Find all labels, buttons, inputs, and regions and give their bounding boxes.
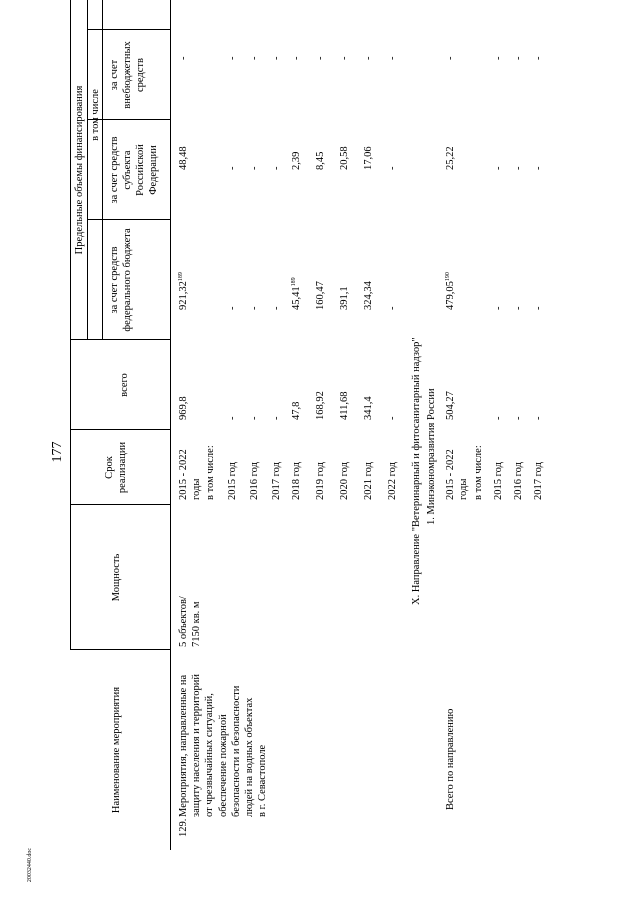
limits-header-line	[87, 0, 88, 340]
column-separator-capacity	[70, 504, 170, 505]
row-period: 2020 год	[339, 462, 350, 500]
row-federal: -	[387, 306, 398, 310]
row-period: 2019 год	[315, 462, 326, 500]
row-federal: 324,34	[363, 281, 374, 310]
row-total: 969,8	[178, 396, 189, 420]
header-federal: за счет средств федерального бюджета	[109, 228, 133, 332]
table-top-border	[70, 0, 71, 650]
row-total: 411,68	[339, 391, 350, 420]
row-subject: -	[513, 166, 524, 170]
row-total: -	[387, 416, 398, 420]
row-extra: -	[387, 56, 398, 60]
footnote-marker: 189	[178, 272, 184, 282]
row-period: 2015 - 2022	[445, 449, 456, 500]
header-bottom-border	[170, 0, 171, 850]
item-name-line: безопасности и безопасности	[230, 685, 242, 817]
total-direction-label: Всего по направлению	[445, 708, 456, 810]
row-federal: 391,1	[339, 286, 350, 310]
row-period: 2015 - 2022	[178, 449, 189, 500]
row-total: 47,8	[291, 401, 302, 420]
row-subject: 2,39	[291, 151, 302, 170]
header-limits: Предельные объемы финансирования	[74, 85, 85, 255]
row-subject: -	[271, 166, 282, 170]
item-name-line: от чрезвычайных ситуаций,	[204, 693, 216, 817]
footnote-marker: 190	[445, 272, 451, 282]
column-separator-federal	[87, 219, 170, 220]
row-period: 2015 год	[493, 462, 504, 500]
row-period: в том числе:	[473, 445, 484, 500]
row-extra: -	[533, 56, 544, 60]
row-subject: -	[227, 166, 238, 170]
row-total: -	[227, 416, 238, 420]
header-subject: за счет средств субъекта Российской Федерации	[109, 136, 159, 204]
footnote-marker: 189	[291, 277, 297, 287]
column-separator-total	[70, 339, 170, 340]
row-subject: -	[533, 166, 544, 170]
row-subject: 48,48	[178, 146, 189, 170]
item-capacity-line: 5 объектов/	[178, 596, 189, 647]
row-period: 2018 год	[291, 462, 302, 500]
header-including: в том числе	[90, 89, 101, 141]
row-extra: -	[178, 56, 189, 60]
column-separator-period	[70, 429, 170, 430]
row-federal: 160,47	[315, 281, 326, 310]
row-period: 2017 год	[533, 462, 544, 500]
item-number: 129.	[178, 818, 189, 837]
row-period: 2017 год	[271, 462, 282, 500]
item-name-line: защиту населения и территорий	[191, 674, 203, 817]
row-federal: -	[249, 306, 260, 310]
header-total: всего	[119, 373, 130, 397]
row-federal: 479,05$^{190}$	[445, 272, 456, 310]
row-subject: -	[493, 166, 504, 170]
item-name-line: людей на водных объектах	[244, 697, 255, 817]
row-extra: -	[271, 56, 282, 60]
document-code: 20032440.doc	[27, 847, 33, 883]
row-extra: -	[445, 56, 456, 60]
row-period: 2015 год	[227, 462, 238, 500]
row-period: годы	[191, 478, 202, 500]
row-extra: -	[291, 56, 302, 60]
row-total: -	[249, 416, 260, 420]
item-capacity-line: 7150 кв. м	[191, 601, 203, 647]
row-federal: -	[227, 306, 238, 310]
row-extra: -	[493, 56, 504, 60]
item-name-line: Мероприятия, направленные на	[178, 674, 189, 817]
row-period: 2022 год	[387, 462, 398, 500]
row-period: 2016 год	[513, 462, 524, 500]
row-extra: -	[227, 56, 238, 60]
row-subject: 20,58	[339, 146, 350, 170]
item-name-line: обеспечение пожарной	[217, 714, 229, 817]
section-title: X. Направление "Ветеринарный и фитосанитарный надзор"	[411, 337, 422, 605]
row-period: в том числе:	[205, 445, 216, 500]
row-total: 504,27	[445, 391, 456, 420]
row-total: -	[271, 416, 282, 420]
row-total: -	[533, 416, 544, 420]
row-federal: -	[533, 306, 544, 310]
row-federal: -	[271, 306, 282, 310]
page-number: 177	[50, 441, 65, 463]
row-subject: -	[249, 166, 260, 170]
row-period: 2021 год	[363, 462, 374, 500]
row-subject: 25,22	[445, 146, 456, 170]
header-capacity: Мощность	[111, 553, 122, 602]
row-extra: -	[339, 56, 350, 60]
subsection-title: 1. Минэкономразвития России	[426, 388, 437, 525]
row-federal: -	[493, 306, 504, 310]
row-total: -	[493, 416, 504, 420]
header-period: Срок реализации	[104, 441, 128, 494]
header-extra: за счет внебюджетных средств	[109, 41, 146, 109]
row-period: 2016 год	[249, 462, 260, 500]
row-subject: -	[387, 166, 398, 170]
row-total: 341,4	[363, 396, 374, 420]
row-federal: 921,32$^{189}$	[178, 272, 189, 310]
row-total: -	[513, 416, 524, 420]
column-separator-name	[70, 649, 170, 650]
row-period: годы	[458, 478, 469, 500]
row-extra: -	[513, 56, 524, 60]
row-subject: 8,45	[315, 151, 326, 170]
row-federal: 45,41$^{189}$	[291, 277, 302, 310]
item-name-line: в г. Севастополе	[257, 744, 269, 817]
row-extra: -	[249, 56, 260, 60]
row-federal: -	[513, 306, 524, 310]
row-extra: -	[315, 56, 326, 60]
row-subject: 17,06	[363, 146, 374, 170]
header-name: Наименование мероприятия	[111, 686, 122, 814]
row-total: 168,92	[315, 391, 326, 420]
row-extra: -	[363, 56, 374, 60]
including-header-line	[102, 0, 103, 340]
